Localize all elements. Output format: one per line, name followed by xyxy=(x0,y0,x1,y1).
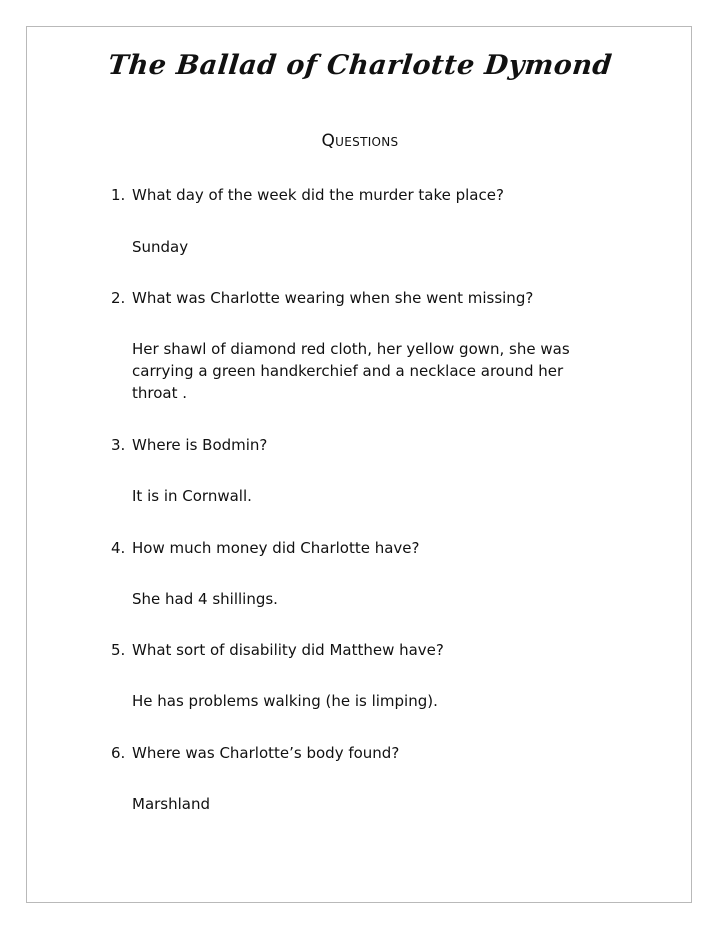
answer-text: He has problems walking (he is limping). xyxy=(132,692,438,710)
answer-text: It is in Cornwall. xyxy=(132,487,252,505)
question-row xyxy=(111,287,631,309)
question-text: What day of the week did the murder take place? xyxy=(132,186,504,204)
document-title: The Ballad of Charlotte Dymond xyxy=(106,50,614,81)
answer-text: Marshland xyxy=(132,795,211,813)
question-item-4 xyxy=(111,537,631,610)
question-number: 2. xyxy=(111,289,126,307)
question-number: 3. xyxy=(111,436,126,454)
question-row xyxy=(111,537,631,559)
question-text: Where was Charlotte’s body found? xyxy=(132,744,400,762)
question-text: Where is Bodmin? xyxy=(132,436,268,454)
question-item-2 xyxy=(111,287,631,404)
answer-text: Her shawl of diamond red cloth, her yellow gown, she was carrying a green handkerchief and a necklace around her throat . xyxy=(132,340,570,402)
section-heading: Questions xyxy=(321,131,399,151)
question-row xyxy=(111,434,631,456)
question-item-5 xyxy=(111,639,631,712)
question-item-1 xyxy=(111,184,631,258)
question-text: What was Charlotte wearing when she went missing? xyxy=(132,289,534,307)
question-text: How much money did Charlotte have? xyxy=(132,539,420,557)
question-item-6 xyxy=(111,742,631,815)
answer-text: Sunday xyxy=(132,238,189,256)
question-number: 1. xyxy=(111,186,126,204)
question-number: 5. xyxy=(111,641,126,659)
question-row xyxy=(111,184,631,206)
question-row xyxy=(111,639,631,661)
question-text: What sort of disability did Matthew have? xyxy=(132,641,444,659)
answer-text: She had 4 shillings. xyxy=(132,590,278,608)
question-row xyxy=(111,742,631,764)
question-item-3 xyxy=(111,434,631,507)
question-number: 6. xyxy=(111,744,126,762)
question-number: 4. xyxy=(111,539,126,557)
